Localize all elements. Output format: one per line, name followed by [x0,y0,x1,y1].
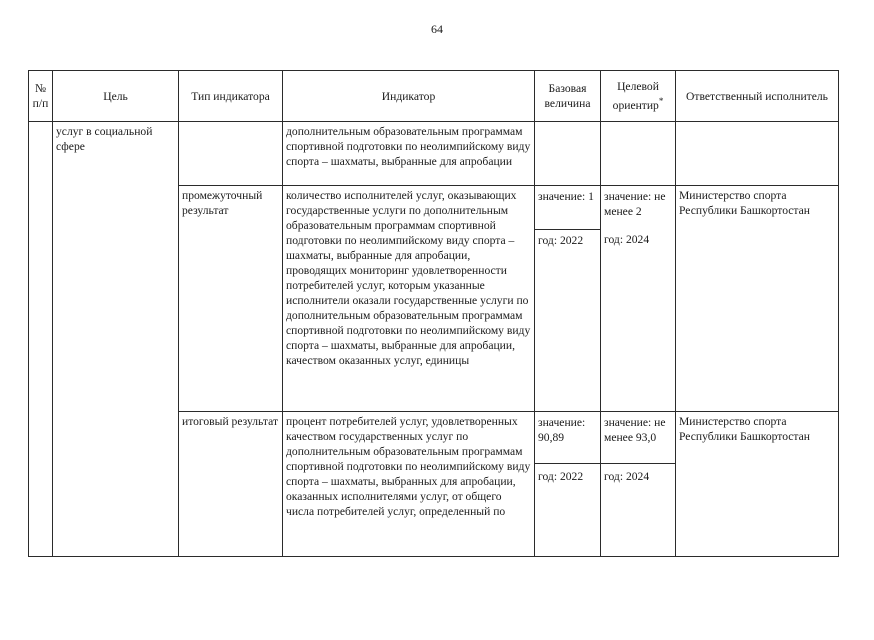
indicator-type-cell [179,122,283,186]
indicator-type-cell: итоговый результат [179,412,283,557]
executor-cell: Министерство спорта Республики Башкортостан [676,186,839,412]
header-target-footnote-mark: * [658,96,664,107]
base-value-cell [535,122,601,186]
indicator-cell: количество исполнителей услуг, оказывающих государственные услуги по дополнительным образовательным программам спортивной подготовки по неолимпийскому виду спорта – шахматы, выбранные для апробации, проводящих мониторинг удовлетворенности потребителей услуг, которым указанные исполнители оказали государственные услуги по дополнительным образовательным программам спортивной подготовки по неолимпийскому виду спорта – шахматы, выбранные для апробации, качеством оказанных услуг, единицы [283,186,535,412]
header-goal: Цель [53,71,179,122]
table-header-row [29,71,839,122]
target-cell [601,412,676,557]
header-indicator: Индикатор [283,71,535,122]
indicator-type-cell: промежуточный результат [179,186,283,412]
indicator-cell: процент потребителей услуг, удовлетворенных качеством государственных услуг по дополнительным образовательным программам спортивной подготовки по неолимпийскому виду спорта – шахматы, выбранных для апробации, оказанных исполнителями услуг, от общего числа потребителей услуг, определенный по [283,412,535,557]
target-value: значение: не менее 93,0 [604,416,666,444]
indicator-cell: дополнительным образовательным программам спортивной подготовки по неолимпийскому виду спорта – шахматы, выбранные для апробации [283,122,535,186]
base-value-cell [535,412,601,557]
target-year: год: 2024 [604,233,650,246]
base-value-cell [535,186,601,412]
header-num: № п/п [29,71,53,122]
page-number: 64 [431,22,443,36]
header-target-label: Целевой ориентир [612,80,659,112]
target-year: год: 2024 [601,463,675,484]
executor-cell: Министерство спорта Республики Башкортостан [676,412,839,557]
header-executor: Ответственный исполнитель [676,71,839,122]
header-base-value: Базовая величина [535,71,601,122]
table-row [29,122,839,186]
num-cell [29,122,53,557]
goal-cell: услуг в социальной сфере [53,122,179,557]
indicators-table [28,70,839,557]
header-indicator-type: Тип индикатора [179,71,283,122]
target-cell [601,122,676,186]
base-year: год: 2022 [535,463,600,484]
target-cell [601,186,676,412]
base-value: значение: 90,89 [538,416,586,444]
target-value: значение: не менее 2 [604,190,666,218]
header-target [601,71,676,122]
executor-cell [676,122,839,186]
base-year: год: 2022 [535,229,600,248]
base-value: значение: 1 [538,190,594,203]
